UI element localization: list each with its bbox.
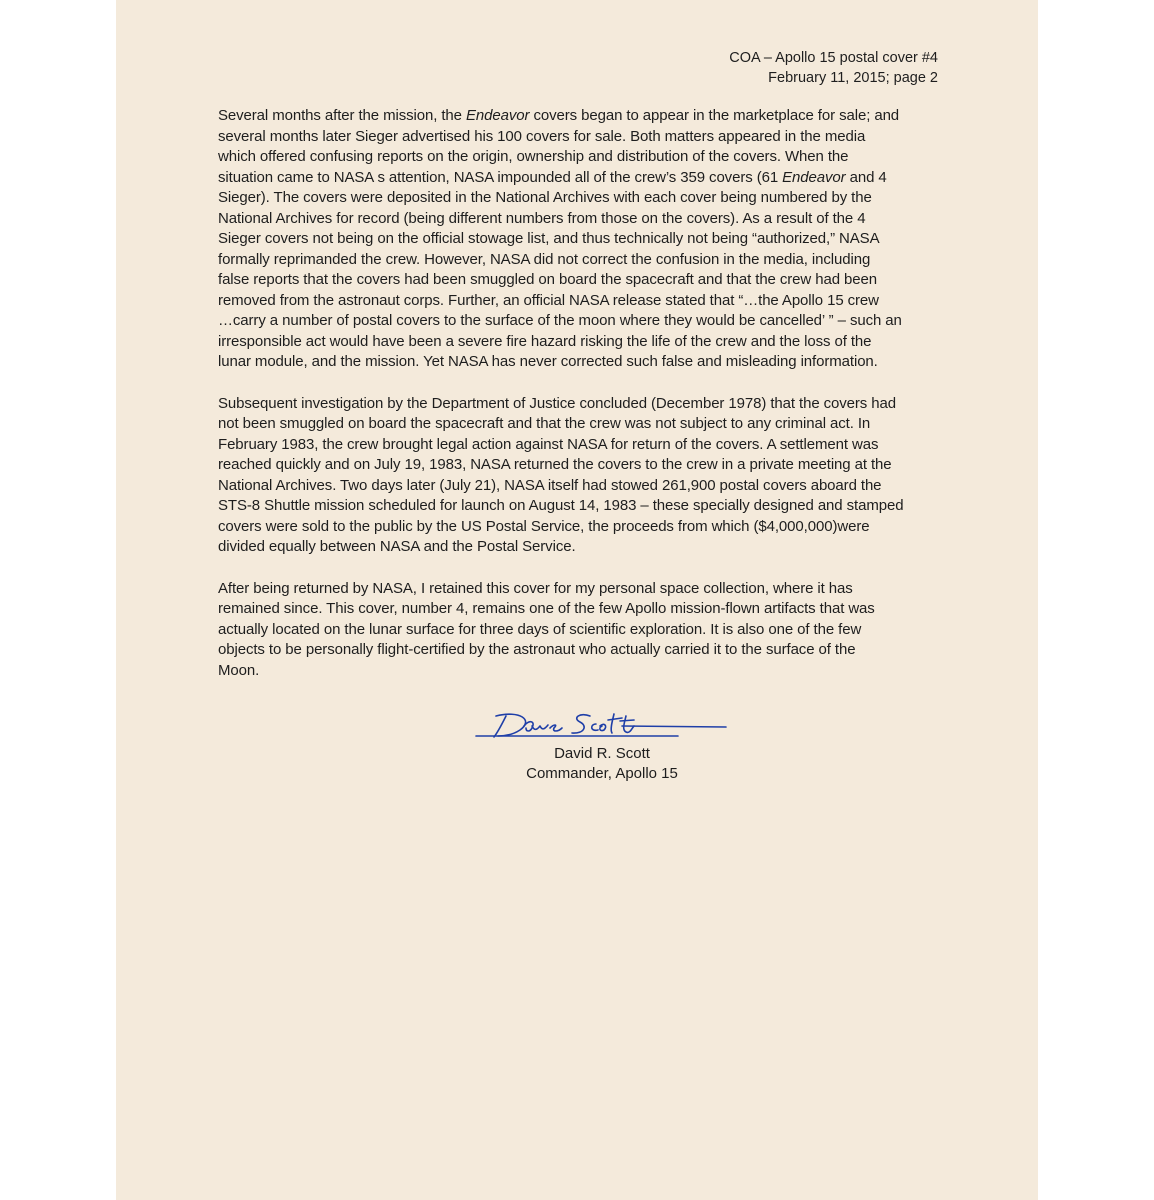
signer-name: David R. Scott [554,745,650,762]
text-line [218,311,936,332]
text-run: lunar module, and the mission. Yet NASA has never corrected such false and misleading information. [218,353,878,370]
text-line [218,250,936,271]
header-title: COA – Apollo 15 postal cover #4 [729,50,938,66]
paragraph [218,394,936,558]
text-line [218,620,936,641]
text-run: covers were sold to the public by the US Postal Service, the proceeds from which ($4,000,000)were [218,517,870,535]
text-run: actually located on the lunar surface for three days of scientific exploration. It is also one of the few [218,620,862,638]
text-line [218,435,936,456]
text-line [218,579,936,600]
document-header [729,48,938,88]
text-line [218,188,936,209]
text-run: Sieger covers not being on the official stowage list, and thus technically not being “authorized,” NASA [218,230,880,247]
text-run: STS-8 Shuttle mission scheduled for launch on August 14, 1983 – these specially designed and stamped [218,497,904,514]
text-run: February 1983, the crew brought legal action against NASA for return of the covers. A settlement was [218,435,879,453]
text-run: removed from the astronaut corps. Further, an official NASA release stated that “…the Apollo 15 crew [218,291,879,309]
text-run: After being returned by NASA, I retained this cover for my personal space collection, where it has [218,579,853,597]
text-line [218,291,936,312]
text-run: reached quickly and on July 19, 1983, NASA returned the covers to the crew in a private meeting at the [218,456,892,473]
text-run: Several months after the mission, the [218,107,466,124]
text-run: several months later Sieger advertised his 100 covers for sale. Both matters appeared in the media [218,127,866,145]
text-line [218,127,936,148]
italic-ship-name: Endeavor [782,168,846,186]
text-line [218,517,936,538]
text-run: irresponsible act would have been a severe fire hazard risking the life of the crew and the loss of the [218,332,872,350]
text-run: formally reprimanded the crew. However, NASA did not correct the confusion in the media, including [218,250,871,268]
text-run: not been smuggled on board the spacecraft and that the crew was not subject to any criminal act. In [218,415,871,432]
text-line [218,147,936,168]
text-line [218,209,936,230]
text-line [218,332,936,353]
text-line [218,455,936,476]
text-run: and 4 [845,168,887,186]
text-line [218,270,936,291]
text-run: divided equally between NASA and the Postal Service. [218,538,576,555]
text-line [218,229,936,250]
text-line [218,476,936,497]
header-date-page: February 11, 2015; page 2 [768,70,938,86]
signature-block [472,706,732,784]
text-run: situation came to NASA s attention, NASA impounded all of the crew’s 359 covers (61 [218,168,783,186]
text-run: Moon. [218,661,260,679]
text-run: Sieger). The covers were deposited in the National Archives with each cover being numbered by the [218,189,872,206]
paragraph [218,106,936,373]
text-run: false reports that the covers had been smuggled on board the spacecraft and that the crew had been [218,271,877,288]
text-run: …carry a number of postal covers to the surface of the moon where they would be cancelled’ ” – such an [218,312,902,329]
text-line [218,394,936,415]
text-line [218,537,936,558]
document-page [116,0,1038,1200]
text-line [218,168,936,189]
paragraph [218,579,936,682]
text-line [218,599,936,620]
italic-ship-name: Endeavor [466,107,530,124]
text-run: remained since. This cover, number 4, remains one of the few Apollo mission-flown artifacts that was [218,600,875,617]
text-run: covers began to appear in the marketplace for sale; and [529,107,900,124]
text-run: Subsequent investigation by the Department of Justice concluded (December 1978) that the covers had [218,394,897,412]
text-line [218,496,936,517]
text-line [218,352,936,373]
signer-title: Commander, Apollo 15 [526,765,678,782]
text-run: National Archives for record (being different numbers from those on the covers). As a result of the 4 [218,209,866,227]
text-line [218,106,936,127]
text-run: objects to be personally flight-certified by the astronaut who actually carried it to the surface of the [218,641,856,658]
text-line [218,414,936,435]
text-run: National Archives. Two days later (July 21), NASA itself had stowed 261,900 postal covers aboard the [218,476,882,494]
text-run: which offered confusing reports on the origin, ownership and distribution of the covers. When the [218,148,849,165]
text-line [218,661,936,682]
document-body [218,106,936,702]
text-line [218,640,936,661]
handwritten-signature [472,706,732,744]
